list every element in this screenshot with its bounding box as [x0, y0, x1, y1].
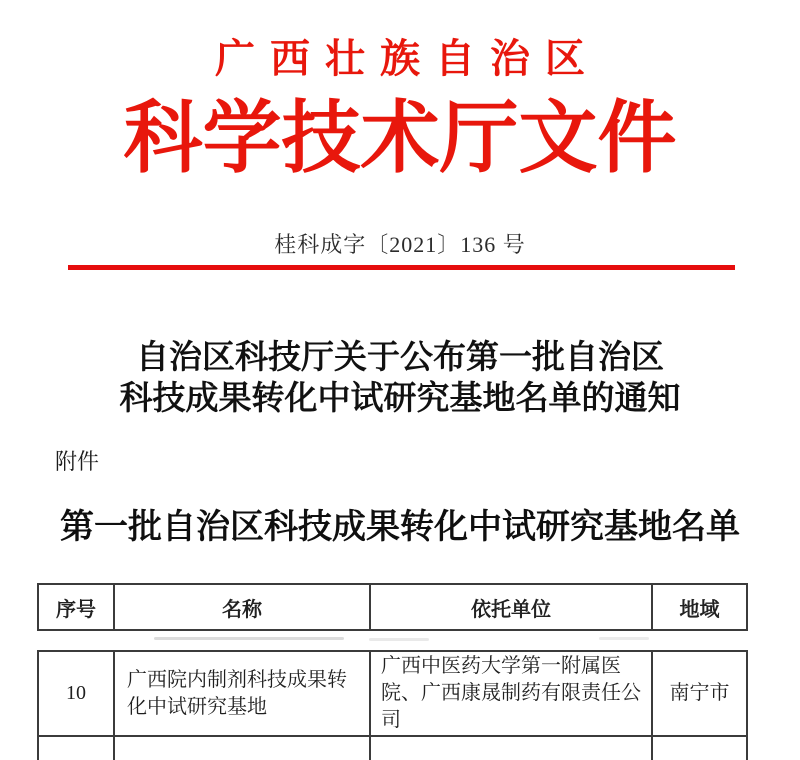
notice-title [0, 338, 800, 420]
list-title: 第一批自治区科技成果转化中试研究基地名单 [60, 509, 740, 546]
results-table-body [37, 650, 748, 760]
header-cell-serial: 序号 [39, 585, 115, 629]
attachment-label: 附件 [55, 449, 100, 474]
letterhead-region-line: 广西壮族自治区 [215, 36, 600, 81]
cell-region: 南宁市 [669, 682, 730, 704]
cell-base-name: 广西院内制剂科技成果转化中试研究基地 [115, 652, 371, 735]
notice-title-line-1: 自治区科技厅关于公布第一批自治区 [136, 340, 664, 376]
notice-title-line-2: 科技成果转化中试研究基地名单的通知 [119, 381, 681, 417]
results-table-header [37, 583, 748, 631]
cell-serial-number: 10 [39, 652, 115, 735]
red-separator-rule [68, 265, 735, 270]
letterhead-agency-line: 科学技术厅文件 [123, 96, 677, 183]
table-row-partial-cutoff [39, 737, 746, 760]
header-cell-region: 地域 [679, 598, 720, 621]
header-cell-supporting-unit: 依托单位 [371, 585, 653, 629]
document-number: 桂科成字〔2021〕136 号 [274, 232, 526, 257]
header-cell-name: 名称 [115, 585, 371, 629]
table-header-row [39, 585, 746, 629]
scan-seam-artifact [39, 635, 746, 645]
table-row [39, 652, 746, 737]
cell-supporting-unit: 广西中医药大学第一附属医院、广西康晟制药有限责任公司 [371, 652, 653, 735]
